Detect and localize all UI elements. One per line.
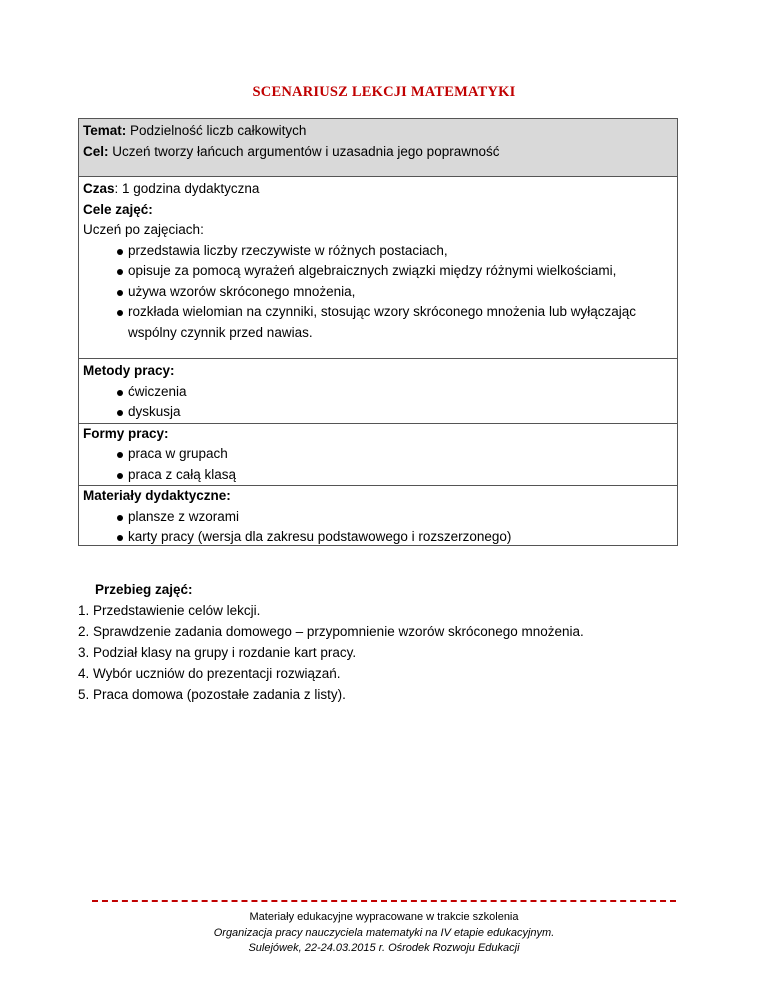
footer-place: Sulejówek, bbox=[248, 942, 302, 954]
topic-label: Temat: bbox=[83, 123, 127, 138]
forms-list bbox=[83, 444, 677, 485]
list-item bbox=[83, 402, 677, 423]
lesson-course-heading: Przebieg zajęć: bbox=[95, 582, 193, 597]
footer-line-1: Materiały edukacyjne wypracowane w trakcie szkolenia bbox=[249, 911, 519, 923]
goal-line bbox=[83, 142, 677, 163]
footer-divider bbox=[92, 900, 676, 902]
document-title: SCENARIUSZ LEKCJI MATEMATYKI bbox=[252, 84, 516, 100]
topic-value: Podzielność liczb całkowitych bbox=[126, 123, 307, 138]
list-item: 4. Wybór uczniów do prezentacji rozwiązań. bbox=[78, 666, 341, 681]
list-item: 2. Sprawdzenie zadania domowego – przypomnienie wzorów skróconego mnożenia. bbox=[78, 624, 584, 639]
bullet-icon bbox=[117, 269, 123, 275]
bullet-icon bbox=[117, 390, 123, 396]
bullet-icon bbox=[117, 290, 123, 296]
list-item-text: praca z całą klasą bbox=[128, 466, 237, 482]
list-item bbox=[83, 465, 677, 486]
objectives-intro: Uczeń po zajęciach: bbox=[83, 222, 204, 237]
footer-line-2: Organizacja pracy nauczyciela matematyki na IV etapie edukacyjnym. bbox=[213, 926, 555, 939]
list-item-text: używa wzorów skróconego mnożenia, bbox=[128, 283, 356, 299]
list-item bbox=[83, 282, 677, 303]
list-item-text: ćwiczenia bbox=[128, 383, 187, 399]
list-item-text: karty pracy (wersja dla zakresu podstawowego i rozszerzonego) bbox=[128, 529, 512, 544]
page-footer bbox=[0, 910, 768, 957]
bullet-icon bbox=[117, 535, 123, 541]
list-item-text: dyskusja bbox=[128, 404, 181, 419]
materials-list bbox=[83, 507, 677, 548]
objectives-heading: Cele zajęć: bbox=[83, 201, 153, 217]
forms-heading: Formy pracy: bbox=[83, 425, 169, 441]
list-item bbox=[83, 261, 677, 282]
bullet-icon bbox=[117, 410, 123, 416]
footer-date-org: 22-24.03.2015 r. Ośrodek Rozwoju Edukacji bbox=[301, 942, 520, 954]
list-item: 5. Praca domowa (pozostałe zadania z listy). bbox=[78, 687, 346, 702]
bullet-icon bbox=[117, 249, 123, 255]
list-item-text: rozkłada wielomian na czynniki, stosując wzory skróconego mnożenia lub wyłączając wspólny czynnik przed nawias. bbox=[128, 304, 636, 340]
methods-box bbox=[78, 358, 678, 546]
list-item bbox=[83, 382, 677, 403]
list-item-text: przedstawia liczby rzeczywiste w różnych postaciach, bbox=[128, 242, 448, 258]
lesson-course bbox=[78, 579, 698, 705]
time-value: : 1 godzina dydaktyczna bbox=[114, 181, 260, 196]
topic-box bbox=[78, 118, 678, 177]
objectives-list bbox=[83, 241, 677, 344]
goal-label: Cel: bbox=[83, 143, 109, 159]
list-item: 1. Przedstawienie celów lekcji. bbox=[78, 603, 261, 618]
list-item bbox=[83, 241, 677, 262]
time-line bbox=[83, 179, 677, 200]
list-item bbox=[83, 444, 677, 465]
methods-list bbox=[83, 382, 677, 423]
lesson-objectives-box bbox=[78, 176, 678, 359]
bullet-icon bbox=[117, 310, 123, 316]
list-item: 3. Podział klasy na grupy i rozdanie kart pracy. bbox=[78, 645, 357, 660]
bullet-icon bbox=[117, 515, 123, 521]
goal-value: Uczeń tworzy łańcuch argumentów i uzasadnia jego poprawność bbox=[108, 143, 500, 159]
topic-line bbox=[83, 121, 677, 142]
list-item bbox=[83, 507, 677, 528]
bullet-icon bbox=[117, 473, 123, 479]
list-item-text: plansze z wzorami bbox=[128, 508, 240, 524]
list-item bbox=[83, 527, 677, 548]
footer-line-3 bbox=[0, 941, 768, 957]
time-label: Czas bbox=[83, 181, 115, 196]
methods-heading: Metody pracy: bbox=[83, 363, 175, 378]
list-item bbox=[83, 302, 677, 343]
list-item-text: opisuje za pomocą wyrażeń algebraicznych związki między różnymi wielkościami, bbox=[128, 263, 617, 278]
bullet-icon bbox=[117, 452, 123, 458]
list-item-text: praca w grupach bbox=[128, 446, 228, 461]
materials-heading: Materiały dydaktyczne: bbox=[83, 488, 231, 503]
